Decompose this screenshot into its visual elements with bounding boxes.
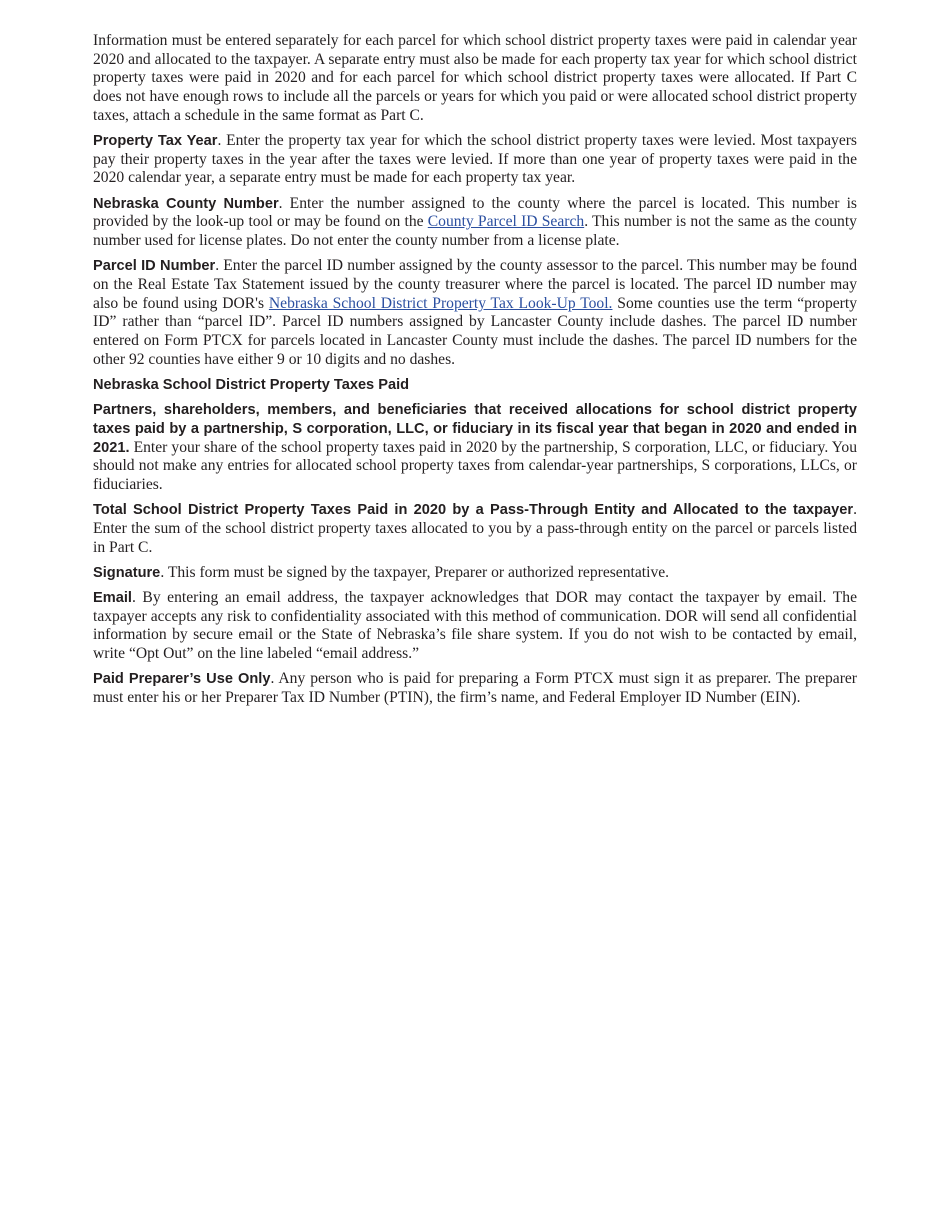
intro-paragraph [93, 32, 857, 126]
partners-paragraph [93, 401, 857, 495]
total-passthrough-paragraph [93, 501, 857, 557]
instructions-page [93, 32, 857, 714]
county-number-paragraph [93, 195, 857, 251]
county-parcel-id-search-link[interactable]: County Parcel ID Search [427, 213, 585, 231]
signature-paragraph [93, 564, 857, 583]
parcel-id-text-before: . Enter the parcel ID number assigned by the county assessor to the parcel. This number may be found on the Real Estate Tax Statement issued by the county treasurer where the parcel is located. The parcel ID number may also be found using DOR's [93, 257, 857, 312]
preparer-text: . Any person who is paid for preparing a Form PTCX must sign it as preparer. The preparer must enter his or her Preparer Tax ID Number (PTIN), the firm’s name, and Federal Employer ID Number (EIN). [93, 670, 857, 706]
preparer-term: Paid Preparer’s Use Only [93, 671, 271, 688]
parcel-id-text-after: Some counties use the term “property ID” rather than “parcel ID”. Parcel ID numbers assigned by Lancaster County include dashes. The parcel ID number entered on Form PTCX for parcels located in Lancaster County must include the dashes. The parcel ID numbers for the other 92 counties have either 9 or 10 digits and no dashes. [93, 294, 857, 368]
parcel-id-term: Parcel ID Number [93, 258, 216, 275]
property-tax-year-text: . Enter the property tax year for which the school district property taxes were levied. Most taxpayers pay their property taxes in the year after the taxes were levied. If more than one year of property taxes were paid in the 2020 calendar year, a separate entry must be made for each property tax year. [93, 132, 857, 187]
property-tax-year-term: Property Tax Year [93, 133, 218, 150]
email-term: Email [93, 589, 132, 606]
total-passthrough-text: . Enter the sum of the school district property taxes allocated to you by a pass-through entity on the parcel or parcels listed in Part C. [93, 501, 857, 556]
intro-text: Information must be entered separately for each parcel for which school district property taxes were paid in calendar year 2020 and allocated to the taxpayer. A separate entry must also be made for each property tax year for which school district property taxes were paid in 2020 and for each parcel for which school district property taxes were allocated. If Part C does not have enough rows to include all the parcels or years for which you paid or were allocated school district property taxes, attach a schedule in the same format as Part C. [93, 32, 857, 124]
email-text: . By entering an email address, the taxpayer acknowledges that DOR may contact the taxpayer by email. The taxpayer accepts any risk to confidentiality associated with this method of communication. DOR will send all confidential information by secure email or the State of Nebraska’s file share system. If you do not wish to be contacted by email, write “Opt Out” on the line labeled “email address.” [93, 588, 857, 663]
preparer-paragraph [93, 670, 857, 707]
signature-text: . This form must be signed by the taxpayer, Preparer or authorized representative. [160, 563, 670, 581]
partners-text: Enter your share of the school property taxes paid in 2020 by the partnership, S corporation, LLC, or fiduciary. You should not make any entries for allocated school property taxes from calendar-year partnerships, S corporations, LLCs, or fiduciaries. [93, 438, 857, 493]
property-tax-lookup-tool-link[interactable]: Nebraska School District Property Tax Look-Up Tool. [268, 294, 613, 312]
county-number-term: Nebraska County Number [93, 195, 279, 212]
property-tax-year-paragraph [93, 132, 857, 188]
parcel-id-paragraph [93, 257, 857, 369]
signature-term: Signature [93, 564, 161, 581]
partners-bold-text: Partners, shareholders, members, and beneficiaries that received allocations for school district property taxes paid by a partnership, S corporation, LLC, or fiduciary in its fiscal year that began in 2020 and ended in 2021. [93, 402, 857, 456]
email-paragraph [93, 589, 857, 664]
taxes-paid-heading: Nebraska School District Property Taxes Paid [93, 376, 410, 393]
county-number-text-before: . Enter the number assigned to the county where the parcel is located. This number is provided by the look-up tool or may be found on the [93, 194, 857, 231]
county-number-text-after: . This number is not the same as the county number used for license plates. Do not enter the county number from a license plate. [93, 213, 857, 250]
total-passthrough-term: Total School District Property Taxes Paid in 2020 by a Pass-Through Entity and Allocated to the taxpayer [93, 502, 854, 519]
